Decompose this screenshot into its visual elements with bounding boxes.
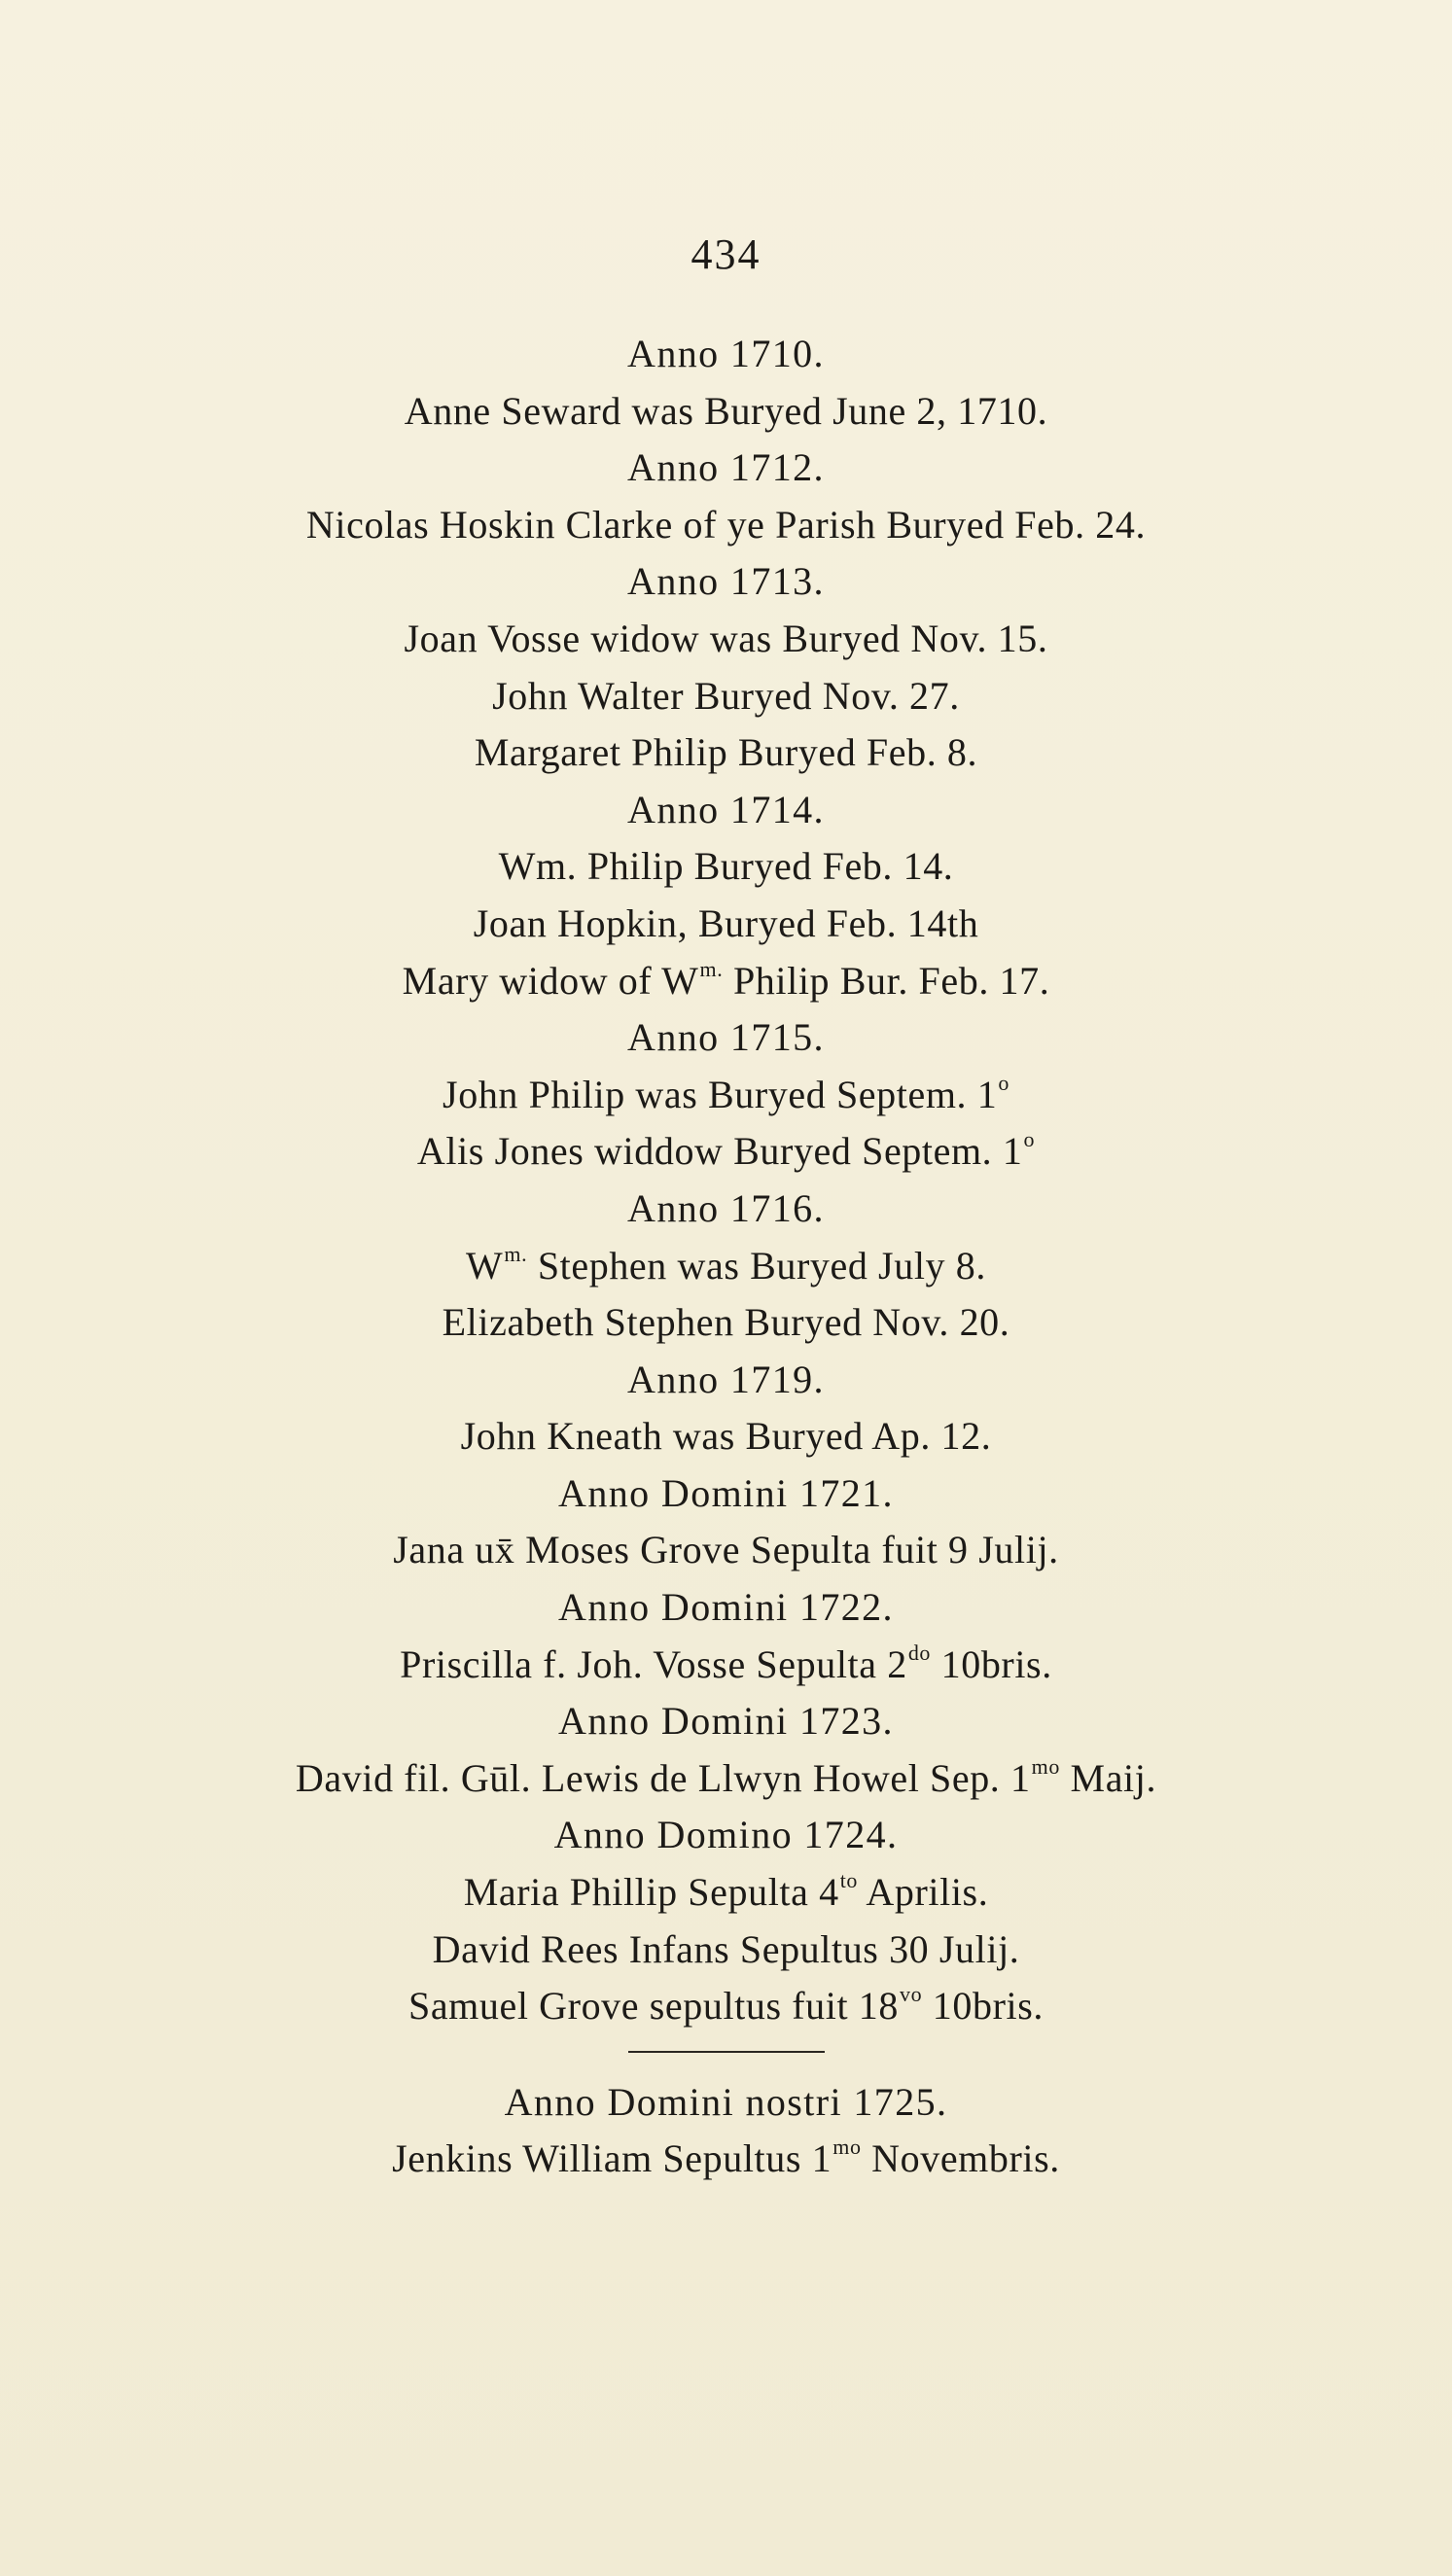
burial-entry-text-continued: Stephen was Buryed July 8. <box>527 1243 986 1288</box>
burial-entry-text-continued: Aprilis. <box>858 1870 989 1915</box>
superscript-abbreviation: mo <box>1031 1753 1060 1779</box>
burial-entry-text: Elizabeth Stephen Buryed Nov. 20. <box>442 1300 1010 1345</box>
burial-entry <box>0 1922 1452 1979</box>
burial-entry-text: John Kneath was Buryed Ap. 12. <box>460 1414 992 1459</box>
year-heading <box>0 440 1452 497</box>
burial-entry <box>0 668 1452 725</box>
burial-entry <box>0 1067 1452 1124</box>
burial-entry-text: Maria Phillip Sepulta 4 <box>463 1870 839 1915</box>
burial-entry <box>0 1123 1452 1181</box>
burial-entry <box>0 1978 1452 2035</box>
burial-entry <box>0 838 1452 896</box>
burial-entry-text: Samuel Grove sepultus fuit 18 <box>407 1984 899 2029</box>
burial-entry-text: Joan Hopkin, Buryed Feb. 14th <box>473 900 979 945</box>
year-heading <box>0 1579 1452 1637</box>
year-heading-text: Anno Domini 1722. <box>558 1585 894 1630</box>
superscript-abbreviation: o <box>1023 1127 1036 1152</box>
year-heading <box>0 1807 1452 1864</box>
burial-entry <box>0 953 1452 1010</box>
burial-entry-text: Jana ux̄ Moses Grove Sepulta fuit 9 Julij. <box>393 1528 1059 1572</box>
burial-entry-text-continued: Novembris. <box>861 2136 1060 2181</box>
year-heading-text: Anno 1710. <box>627 332 825 375</box>
year-heading-text: Anno 1719. <box>627 1357 825 1401</box>
burial-entry-text: David Rees Infans Sepultus 30 Julij. <box>432 1926 1020 1971</box>
burial-entry-text-continued: 10bris. <box>922 1984 1045 2029</box>
burial-entry-text: John Philip was Buryed Septem. 1 <box>443 1072 998 1116</box>
burial-entry <box>0 1238 1452 1295</box>
burial-entry <box>0 724 1452 782</box>
burial-entry <box>0 896 1452 953</box>
year-heading-text: Anno Domino 1724. <box>553 1813 899 1857</box>
superscript-abbreviation: o <box>998 1070 1009 1095</box>
year-heading <box>0 1009 1452 1067</box>
burial-entry <box>0 497 1452 554</box>
burial-register <box>0 326 1452 2188</box>
burial-entry <box>0 1522 1452 1579</box>
year-heading-text: Anno 1712. <box>627 445 825 490</box>
year-heading <box>0 553 1452 611</box>
burial-entry-text-continued: Maij. <box>1059 1755 1157 1800</box>
year-heading-text: Anno Domini nostri 1725. <box>504 2079 948 2124</box>
burial-entry <box>0 2131 1452 2188</box>
year-heading-text: Anno 1715. <box>627 1015 825 1060</box>
year-heading-text: Anno 1716. <box>627 1185 825 1230</box>
year-heading <box>0 1181 1452 1238</box>
section-divider <box>628 2051 825 2053</box>
burial-entry-text: Priscilla f. Joh. Vosse Sepulta 2 <box>400 1641 907 1686</box>
burial-entry-text-continued: 10bris. <box>931 1641 1052 1686</box>
burial-entry <box>0 611 1452 668</box>
year-heading <box>0 782 1452 839</box>
year-heading <box>0 2074 1452 2132</box>
burial-entry-text-continued: Philip Bur. Feb. 17. <box>723 958 1050 1003</box>
year-heading <box>0 326 1452 383</box>
burial-entry <box>0 1637 1452 1694</box>
burial-entry-text: Nicolas Hoskin Clarke of ye Parish Buryed Feb. 24. <box>305 502 1147 547</box>
burial-entry <box>0 383 1452 441</box>
burial-entry-text: David fil. Gūl. Lewis de Llwyn Howel Sep. 1 <box>295 1755 1031 1800</box>
burial-entry <box>0 1864 1452 1922</box>
superscript-abbreviation: m. <box>504 1241 528 1266</box>
burial-entry-text: Mary widow of W <box>402 958 699 1003</box>
burial-entry-text: Jenkins William Sepultus 1 <box>392 2136 832 2181</box>
year-heading-text: Anno 1713. <box>627 559 825 604</box>
year-heading <box>0 1465 1452 1523</box>
burial-entry-text: W <box>466 1243 504 1288</box>
page-number: 434 <box>691 230 761 278</box>
year-heading <box>0 1352 1452 1409</box>
superscript-abbreviation: do <box>907 1640 932 1665</box>
burial-entry <box>0 1294 1452 1352</box>
year-heading-text: Anno Domini 1723. <box>558 1699 894 1744</box>
superscript-abbreviation: mo <box>832 2135 862 2160</box>
burial-entry-text: Wm. Philip Buryed Feb. 14. <box>498 844 954 889</box>
burial-entry-text: Joan Vosse widow was Buryed Nov. 15. <box>404 616 1048 660</box>
year-heading-text: Anno 1714. <box>627 787 825 831</box>
year-heading <box>0 1693 1452 1750</box>
burial-entry <box>0 1750 1452 1808</box>
superscript-abbreviation: to <box>839 1868 858 1893</box>
superscript-abbreviation: vo <box>900 1982 923 2007</box>
burial-entry-text: John Walter Buryed Nov. 27. <box>492 673 960 718</box>
burial-entry <box>0 1408 1452 1465</box>
superscript-abbreviation: m. <box>699 956 724 981</box>
burial-entry-text: Anne Seward was Buryed June 2, 1710. <box>404 388 1048 433</box>
burial-entry-text: Alis Jones widdow Buryed Septem. 1 <box>416 1129 1023 1174</box>
burial-entry-text: Margaret Philip Buryed Feb. 8. <box>474 730 978 775</box>
year-heading-text: Anno Domini 1721. <box>558 1470 894 1515</box>
